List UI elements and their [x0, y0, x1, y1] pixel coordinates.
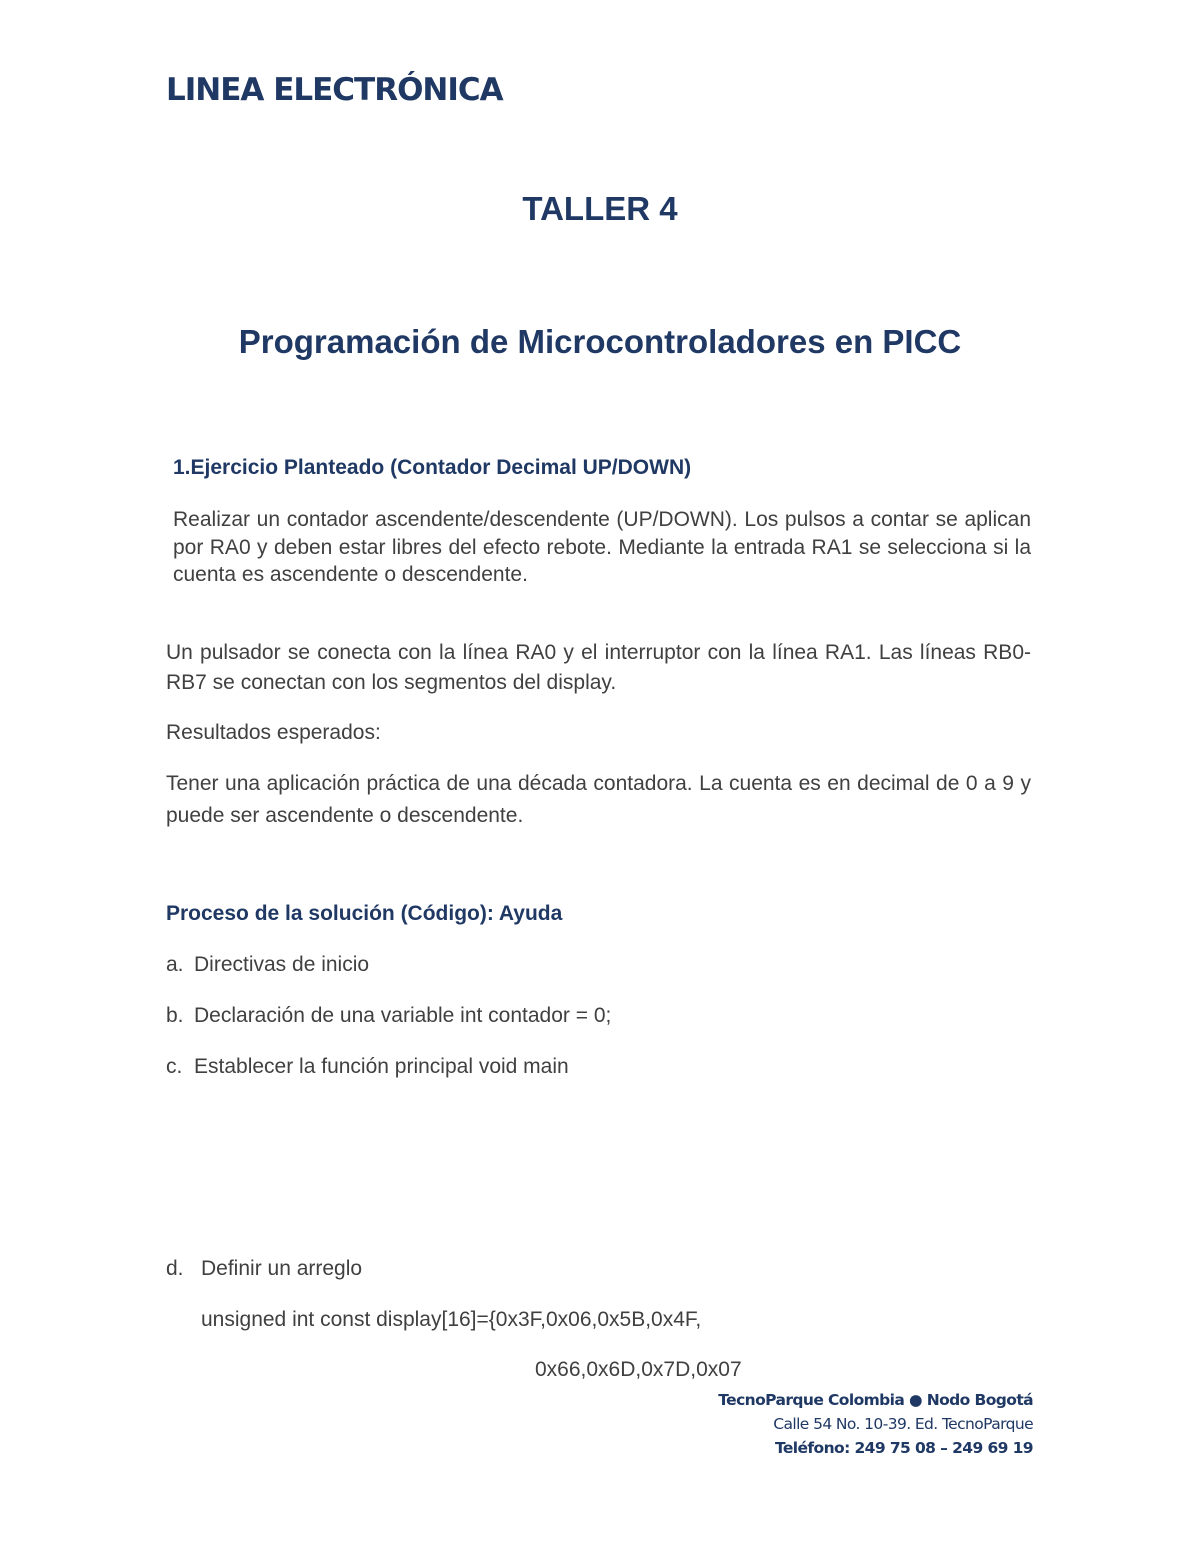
list-item-label: c.	[166, 1055, 183, 1078]
exercise-description: Realizar un contador ascendente/descendente (UP/DOWN). Los pulsos a contar se aplican por RA0 y deben estar libres del efecto rebote. Mediante la entrada RA1 se selecciona si la cuenta es ascendente o descendente.	[173, 508, 1031, 586]
code-line-array-continuation: 0x66,0x6D,0x7D,0x07	[535, 1358, 742, 1381]
document-subtitle: Programación de Microcontroladores en PICC	[238, 323, 962, 360]
list-item-label: d.	[166, 1257, 184, 1280]
code-line-array-start: unsigned int const display[16]={0x3F,0x06,0x5B,0x4F,	[201, 1308, 702, 1331]
solution-heading: Proceso de la solución (Código): Ayuda	[166, 902, 563, 925]
paragraph-expected-results-label: Resultados esperados:	[166, 721, 381, 744]
document-taller-title: TALLER 4	[522, 190, 678, 227]
page-footer	[718, 1388, 1033, 1460]
header-title: LINEA ELECTRÓNICA	[166, 72, 503, 108]
list-item-text: Directivas de inicio	[194, 953, 370, 976]
paragraph-connections: Un pulsador se conecta con la línea RA0 y el interruptor con la línea RA1. Las líneas RB0-RB7 se conectan con los segmentos del display.	[166, 641, 1031, 694]
list-item-text: Establecer la función principal void main	[194, 1055, 569, 1078]
list-item-text: Declaración de una variable int contador = 0;	[194, 1004, 612, 1027]
paragraph-expected-results: Tener una aplicación práctica de una década contadora. La cuenta es en decimal de 0 a 9 y puede ser ascendente o descendente.	[166, 772, 1031, 827]
list-item-text: Definir un arreglo	[201, 1257, 363, 1280]
exercise-heading: 1.Ejercicio Planteado (Contador Decimal UP/DOWN)	[173, 456, 692, 479]
solution-item-b	[166, 1004, 611, 1028]
solution-item-a	[166, 953, 369, 977]
footer-organization: TecnoParque Colombia ● Nodo Bogotá	[718, 1391, 1033, 1409]
list-item-label: a.	[166, 953, 184, 976]
list-item-label: b.	[166, 1004, 184, 1027]
footer-address: Calle 54 No. 10-39. Ed. TecnoParque	[773, 1415, 1033, 1433]
solution-item-d	[166, 1257, 362, 1281]
footer-phone: Teléfono: 249 75 08 – 249 69 19	[774, 1439, 1033, 1457]
solution-item-c	[166, 1055, 569, 1079]
